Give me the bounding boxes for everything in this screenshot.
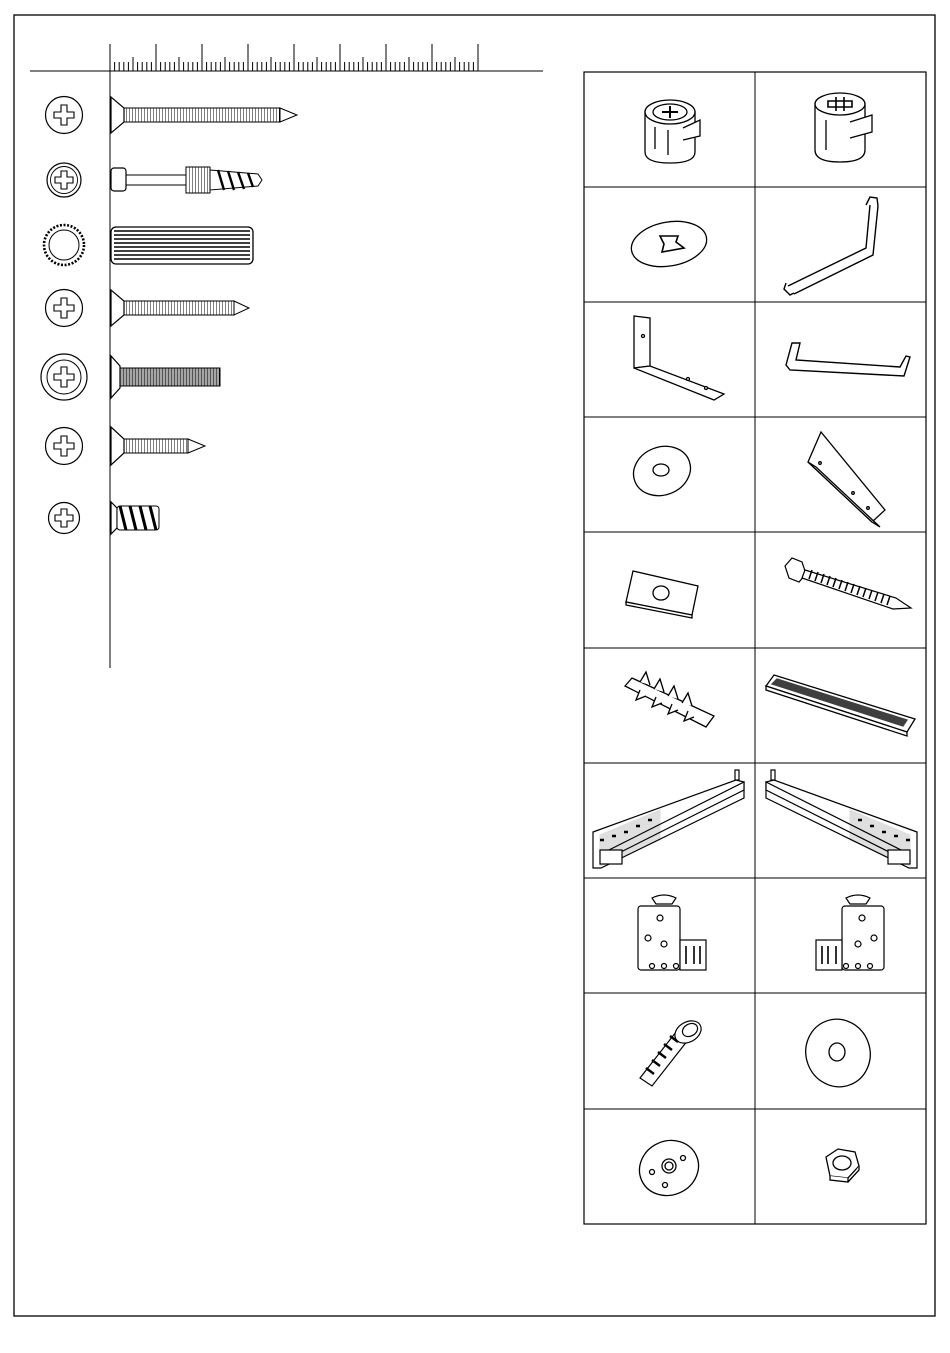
head-icon-row-5 [41, 354, 87, 400]
machine-bolt [111, 356, 220, 398]
countersunk-screw-long [111, 97, 297, 133]
large-washer-icon [796, 1010, 879, 1096]
countersunk-screw-medium [111, 290, 249, 326]
wooden-dowel [111, 227, 253, 264]
angle-profile-icon [808, 432, 885, 527]
l-bracket-icon [634, 316, 724, 400]
slide-locking-device-right-icon [816, 895, 884, 970]
drawer-slide-right-icon [766, 770, 917, 868]
rectangular-plate-washer-icon [626, 571, 698, 618]
page-border [14, 15, 935, 1316]
ruler-scale [110, 44, 478, 71]
fastener-ruler-section [30, 44, 543, 668]
head-icon-row-1 [46, 97, 83, 134]
wall-plug-anchor-icon [625, 672, 714, 727]
flange-bolt-icon [640, 1016, 705, 1086]
allen-key-icon [784, 197, 878, 295]
round-mounting-plate-icon [630, 1131, 707, 1205]
ventilation-grille-icon [766, 675, 915, 736]
cam-lock-housing-alt-icon [815, 93, 872, 162]
hardware-grid [584, 72, 926, 1224]
slide-locking-device-left-icon [638, 895, 706, 970]
head-icon-row-6 [46, 428, 83, 465]
flat-washer-icon [627, 439, 698, 504]
drawer-slide-left-icon [593, 770, 744, 868]
head-icon-row-3 [44, 225, 84, 265]
countersunk-screw-short [111, 427, 205, 465]
hex-lag-bolt-icon [785, 558, 911, 609]
bar-handle-icon [786, 343, 910, 376]
head-icon-row-7 [49, 503, 80, 534]
screw-cap-cover-icon [628, 216, 710, 273]
head-icon-row-4 [46, 290, 83, 327]
hex-nut-icon [826, 1149, 859, 1182]
cam-lock-housing-icon [645, 100, 700, 163]
confirmat-bolt [111, 167, 262, 193]
head-icon-row-2 [47, 163, 81, 197]
euro-insert-screw [111, 502, 159, 534]
